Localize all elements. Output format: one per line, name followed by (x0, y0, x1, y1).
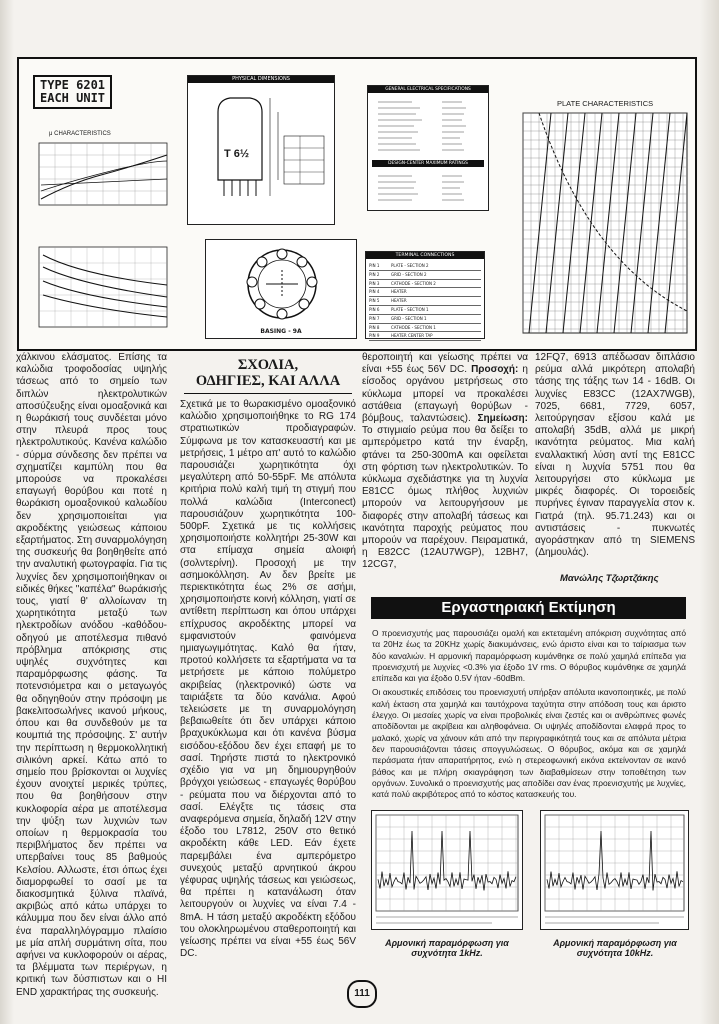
transfer-chart (31, 245, 171, 335)
terminal-connections-panel (365, 251, 485, 339)
terminal-row (369, 271, 481, 280)
section-heading (180, 357, 356, 389)
mu-chart (31, 141, 171, 213)
terminal-pin: PIN 3 (369, 280, 380, 286)
terminal-pin: PIN 5 (369, 298, 380, 304)
caption-10khz: Αρμονική παραμόρφωση για συχνότητα 10kHz. (553, 938, 677, 958)
page-number: 111 (347, 980, 377, 1008)
section-heading-line2: ΟΔΗΓΙΕΣ, ΚΑΙ ΑΛΛΑ (195, 373, 341, 389)
mu-chart-title: μ CHARACTERISTICS (49, 131, 111, 137)
terminal-label: PLATE - SECTION 2 (391, 263, 429, 268)
terminal-label: GRID - SECTION 2 (391, 271, 427, 277)
terminal-row (369, 324, 481, 333)
terminal-label: GRID - SECTION 1 (391, 315, 427, 321)
basing-label: BASING - 9A (260, 328, 302, 335)
caption-1khz: Αρμονική παραμόρφωση για συχνότητα 1kHz. (385, 938, 509, 958)
terminal-row (369, 280, 481, 289)
section-heading-line1: ΣΧΟΛΙΑ, (237, 357, 299, 373)
author-signature: Μανώλης Τζωρτζάκης (560, 573, 659, 584)
evaluation-paragraph-2: Οι ακουστικές επιδόσεις του προενισχυτή υπήρξαν απόλυτα ικανοποιητικές, με πολύ καλή έκταση στα χαμηλά και ταυτόχρονα ταχύτητα στην απόδοση τους και άριστο έλεγχο. Οι μεσαίες χωρίς να είναι προβολικές είναι ζεστές και οι ανθρώπινες φωνές αποδίδονται με ακρίβεια και αληθοφάνεια. Οι υψηλές αποδίδονται ελαφρά προς το μαλακό, χωρίς να χάνουν κάτι από την περιγραφικότητά τους και σε απόλυτα μέτρια δεν παρουσιάζονται τάσεις σπογγυλώσεως. Ο θόρυβος, ακόμα και σε χαμηλά περάσματα ήταν απαρατήρητος, ενώ η στερεοφωνική εικόνα εκτείνονταν σε ικανό βάθος και με πλήρη σκιαγράφηση των διαβαθμίσεων στην τοποθέτηση των οργάνων. Συνολικά ο προενισχυτής μας αποδίδει σαν ένας προενισχυτής με λυχνίες, κατά πολύ ακριβότερος από το κόστος κατασκευής του. (372, 687, 686, 800)
terminal-row (369, 315, 481, 324)
distortion-graph-1khz (371, 810, 523, 930)
terminal-row (369, 288, 481, 297)
caution-lead: Προσοχή: (471, 364, 519, 376)
general-specs-title: GENERAL ELECTRICAL SPECIFICATIONS (368, 86, 488, 93)
plate-characteristics-chart (509, 111, 691, 341)
evaluation-title-bar: Εργαστηριακή Εκτίμηση (371, 597, 686, 619)
note-lead: Σημείωση: (477, 413, 528, 425)
article-column-3 (362, 352, 528, 588)
tube-outline-drawing (196, 92, 326, 217)
article-column-1: χάλκινου ελάσματος. Επίσης τα καλώδια τροφοδοσίας υψηλής τάσεως από το σημείο των διπλών ηλεκτρολυτικών αποσύζευξης είναι ομοαξονικά και η θωράκισή τους συνδέεται μόνο στην πλευρά προς τους ηλεκτρολυτικούς. Κανένα καλώδιο - σύρμα σύνδεσης δεν πρέπει να σχηματίζει καμπύλη που θα μπορούσε να προκαλέσει επαγωγή θορύβου και ποτέ η θωράκιση ομοαξονικού καλωδίου δεν χρησιμοποιείται για ακροδέκτης γειώσεως κάποιου εξαρτήματος. Στη συναρμολόγηση της συσκευής θα βοηθηθείτε από την αναλυτική φωτογραφία. Για τις λυχνίες δεν χρησιμοποιήθηκαν οι ειδικές θήκες "καπέλα" θωράκισής τους, γιατί θ' αλλοίωναν τη χωρητικότητα μεταξύ των ηλεκτροδίων ανόδου -καθόδου- οδηγού με αποτέλεσμα πιθανό πρόβλημα απόκρισης στις υψηλές συχνότητες και παραμόρφωσης φάσης. Τα ποτενσιόμετρα και ο μεταγωγός θα οδηγηθούν στην πρόσοψη με βακελιτοσωλήνες ικανού μήκους, όπου και θα συνδεθούν με τα κουμπιά της πρόσοψης. Σ' αυτήν την περίπτωση η θερμοκολλητική σιλικόνη αρκεί. Κάτω από το σημείο που βρίσκονται οι λυχνίες έχουν ανοιχτεί μερικές τρύπες, που θα βοηθήσουν στην κυκλοφορία αέρα με αποτέλεσμα την ψύξη των λυχνιών των οποίων η θερμοκρασία του περιβλήματος δεν πρέπει να υπερβαίνει τους 85 βαθμούς Κελσίου. Αλλωστε, έτσι όπως έχει διαμορφωθεί το σασί με τα διακοσμητικά ξύλινα πλαϊνά, ακριβώς από κάτω υπάρχει το κάλυμμα που δεν είναι άλλο από ένα παραλληλόγραμμο πλαίσιο με μία απλή συρμάτινη σίτα, που αφήνει να κυκλοφορούν οι αέρας, τα βλέμματα των περιέργων, η κριτική των δύσπιστων και ο HI END χαρακτήρας της συσκευής. (16, 352, 167, 998)
evaluation-text (372, 628, 686, 800)
terminal-pin: PIN 7 (369, 315, 380, 321)
terminal-row (369, 262, 481, 271)
terminal-label: HEATER CENTER TAP (391, 333, 433, 339)
terminal-pin: PIN 9 (369, 333, 380, 339)
terminal-row (369, 306, 481, 315)
terminal-rows (369, 262, 481, 341)
terminal-label: PLATE - SECTION 1 (391, 306, 429, 312)
physical-dimensions-title: PHYSICAL DIMENSIONS (188, 76, 334, 83)
terminal-pin: PIN 2 (369, 271, 380, 277)
design-ratings-title: DESIGN-CENTER MAXIMUM RATINGS (388, 161, 468, 166)
terminal-label: HEATER (391, 289, 407, 295)
type-label-line1: TYPE 6201 (40, 78, 106, 92)
caution-text: η είσοδος οργάνου μετρήσεως στο κύκλωμα μπορεί να προκαλέσει αστάθεια (επαγωγή θορύβων - βόμβους, ταλαντώσεις). (362, 364, 528, 425)
terminal-row (369, 332, 481, 341)
basing-diagram (236, 246, 328, 322)
note-text: Το στιγμιαίο ρεύμα που θα δείξει το αμπερόμετρο κατά την έναρξη, φτάνει τα 250-300mA και οφείλεται στη φόρτιση των ηλεκτρολυτικών. Το κύκλωμα σχεδιάστηκε για τη λυχνία E81CC όμως πλήθος λυχνιών μπορούν να λειτουργήσουν με διαφορές στην απολαβή τάσεως και ικανότητα παροχής ρεύματος που μπορούν να παρέχουν. Πειραματικά, η E82CC (12AU7WGP), 12BH7, 12CG7, (362, 425, 528, 571)
tube-size-label: T 6½ (224, 148, 250, 160)
article-column-4: 12FQ7, 6913 απέδωσαν διπλάσιο ρεύμα αλλά μικρότερη απολαβή τάσης της τάξης των 14 - 16dB. Οι λυχνίες E83CC (12AX7WGB), 7025, 6681, 7729, 6057, λειτούργησαν εξίσου καλά με απολαβή 35dB, αλλά με μικρή ικανότητα ρεύματος. Μια καλή εναλλακτική λύση αντί της E81CC είναι η λυχνία 5751 που θα λειτουργήσει στο κύκλωμα με μικρές διαφορές. Οι τοροειδείς πυρήνες έγιναν παραγγελία στον κ. Γιατρά (τηλ. 95.71.243) και οι αντιστάσεις - πυκνωτές αγοράστηκαν από τη SIEMENS (Δημουλάς). (535, 352, 695, 559)
article-column-2: Σχετικά με το θωρακισμένο ομοαξονικό καλώδιο χρησιμοποιήθηκε το RG 174 στρατιωτικών προδιαγραφών. Σύμφωνα με τον κατασκευαστή και με μετρήσεις, 1 μέτρο απ' αυτό το καλώδιο παρουσιάζει χωρητικότητα όχι μεγαλύτερη από 50-55pF. Με απόλυτα κριτήρια πολύ καλή τιμή τη στιγμή που πολλά καλώδια (Interconect) παρουσιάζουν χωρητικότητα 100-500pF. Σχετικά με τις κολλήσεις χρησιμοποιήστε κολλητήρι 25-30W και στα επίμαχα σημεία αλοιφή (σολντερίνη). Προσοχή με την ασημοκόλληση. Αν δεν βρείτε με περιεκτικότητα έως 2% σε ασήμι, χρησιμοποιήστε κοινή κόλληση, γιατί σε αντίθετη περίπτωση και όπου υπάρχει επίχρυσος ακροδέκτης μπορεί να εμφανιστούν φαινόμενα ημιαγωγιμότητας. Καλό θα ήταν, προτού κολλήσετε τα εξαρτήματα να τα μετρήσετε με κάποιο πολύμετρο ακριβείας (ηλεκτρονικό) ώστε να ταιριάξετε τα δύο κανάλια. Αφού τελειώσετε με τη συναρμολόγηση βεβαιωθείτε ότι δεν υπάρχει κάποιο βραχυκύκλωμα και ότι κανένα βύσμα εισόδου-εξόδου δεν έχει επαφή με το σασί. Τηρήστε πιστά το ηλεκτρονικό σχέδιο για να μη δημιουργηθούν βρόγχοι γειώσεως - επαγωγές θορύβου - ρεύματα που να διέρχονται από το σασί. Ελέγξτε τις τάσεις στα αναφερόμενα σημεία, δηλαδή 12V στην έξοδο του L7812, 250V στο θετικό ακροδέκτη κάθε LED. Εάν έχετε παρεμβάλει ένα αμπερόμετρο συνεχούς μεταξύ αρνητικού άκρου γέφυρας υψηλής τάσεως και γειώσεως, θα πρέπει η κατανάλωση όταν λειτουργούν οι λυχνίες να είναι 7.4 - 8mA. Η τάση μεταξύ ακροδέκτη εξόδου του ολοκληρωμένου σταθεροποιητή και γείωσης πρέπει να είναι +55 έως 56V DC. (180, 399, 356, 960)
evaluation-paragraph-1: Ο προενισχυτής μας παρουσιάζει ομαλή και εκτεταμένη απόκριση συχνότητας από τα 20Hz έως τα 20KHz χωρίς διακυμάνσεις, ενώ άριστο είναι και το ταίριασμα των δύο καναλιών. Η αρμονική παραμόρφωση κυμάνθηκε σε πολύ χαμηλά επίπεδα για προενισχυτή με λυχνίες <0.3% για έξοδο 1V rms. Ο θόρυβος κυμάνθηκε σε χαμηλά επίπεδα και για έξοδο 0.5V ήταν -60dBm. (372, 628, 686, 684)
terminal-label: CATHODE - SECTION 2 (391, 280, 436, 286)
terminal-row (369, 297, 481, 306)
plate-chart-title: PLATE CHARACTERISTICS (557, 99, 654, 108)
distortion-graph-10khz (540, 810, 689, 930)
specs-table (372, 96, 484, 208)
terminal-pin: PIN 1 (369, 263, 380, 268)
terminal-pin: PIN 6 (369, 306, 380, 312)
tube-datasheet-figure (17, 57, 697, 351)
type-label-line2: EACH UNIT (40, 91, 106, 105)
type-label (33, 75, 112, 109)
terminal-pin: PIN 4 (369, 289, 380, 295)
basing-diagram-panel (205, 239, 357, 339)
electrical-specs-panel (367, 85, 489, 211)
terminal-connections-title: TERMINAL CONNECTIONS (366, 252, 484, 259)
heading-rule (184, 393, 352, 394)
terminal-pin: PIN 8 (369, 324, 380, 330)
terminal-label: CATHODE - SECTION 1 (391, 324, 436, 330)
col3-intro: θεροποιητή και γείωσης πρέπει να είναι +55 έως 56V DC. (362, 352, 528, 376)
terminal-label: HEATER (391, 298, 407, 304)
physical-dimensions-panel (187, 75, 335, 225)
